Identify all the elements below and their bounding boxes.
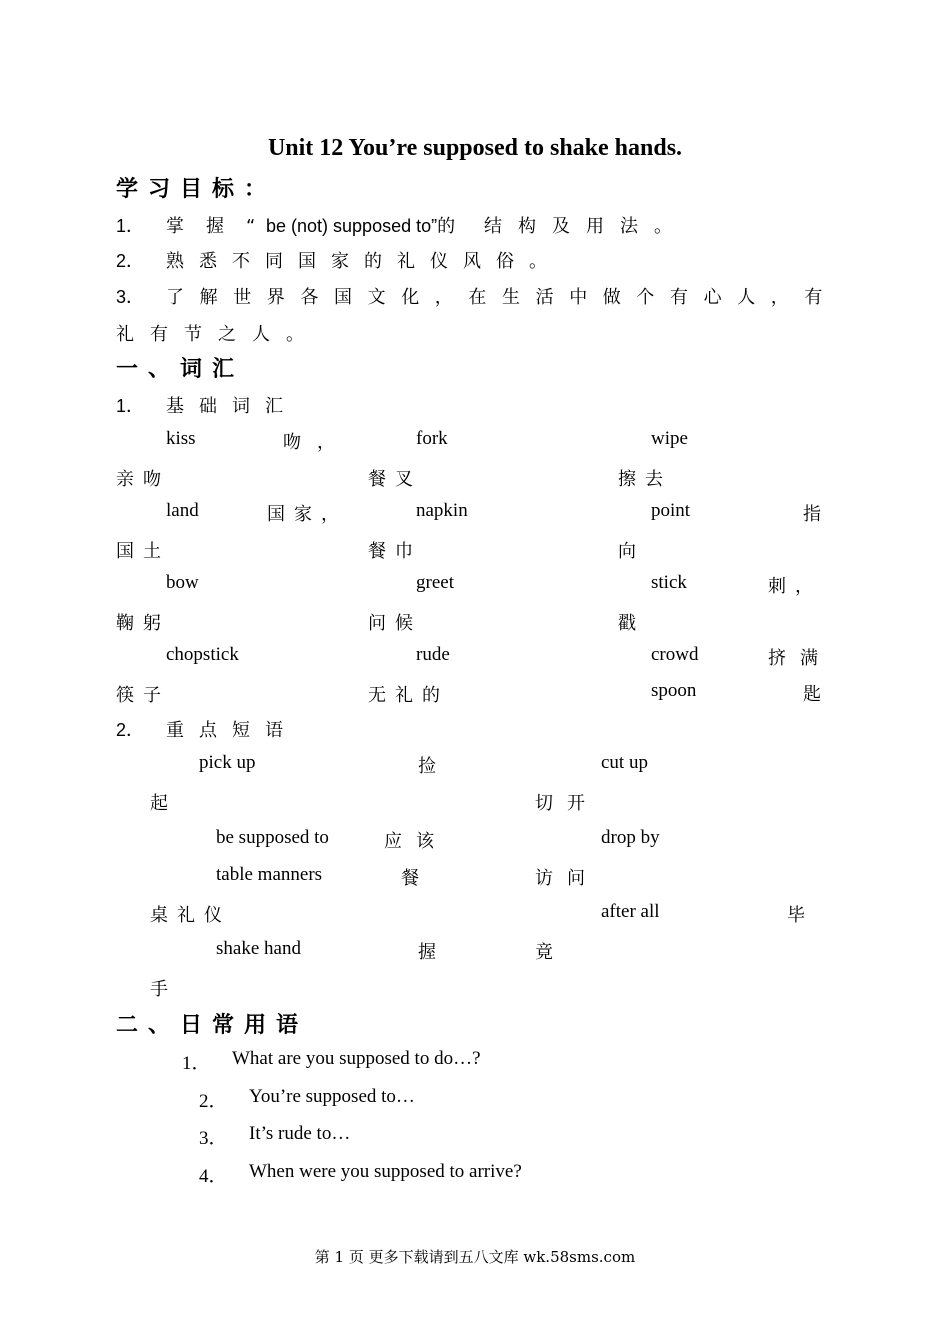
- word-spoon: spoon: [651, 680, 697, 701]
- phrase-be-supposed-to: be supposed to: [216, 827, 329, 848]
- objectives-heading: 学习目标：: [116, 177, 277, 202]
- objective-3-text-line1: 了解世界各国文化，在生活中做个有心人，有: [166, 287, 838, 308]
- expression-4: When were you supposed to arrive?: [249, 1161, 522, 1182]
- phrase-pick-up: pick up: [199, 752, 256, 773]
- word-stick-meaning-cont: 戳: [618, 613, 645, 634]
- phrase-be-supposed-to-meaning: 应该: [384, 831, 448, 852]
- phrase-cut-up-meaning: 切开: [535, 793, 599, 814]
- objective-3-text-line2: 礼有节之人。: [116, 324, 320, 345]
- word-napkin: napkin: [416, 500, 468, 521]
- phrase-table-manners: table manners: [216, 864, 323, 885]
- word-crowd: crowd: [651, 644, 699, 665]
- basic-vocab-number: 1．: [116, 396, 145, 416]
- phrases-heading: 重点短语: [166, 720, 298, 741]
- word-kiss-meaning-cont: 亲吻: [116, 469, 170, 490]
- expression-3-number: 3．: [199, 1128, 228, 1149]
- phrase-after-all-meaning: 毕: [787, 905, 814, 926]
- expression-2-number: 2．: [199, 1091, 228, 1112]
- word-stick: stick: [651, 572, 687, 593]
- section-daily-expressions-heading: 二、日常用语: [116, 1013, 309, 1038]
- basic-vocab-heading: 基础词汇: [166, 396, 298, 417]
- word-kiss-meaning-wrap: [283, 428, 453, 454]
- word-point-meaning-cont: 向: [618, 541, 645, 562]
- word-napkin-meaning: 餐巾: [368, 541, 422, 562]
- word-greet: greet: [416, 572, 454, 593]
- expression-2: You’re supposed to…: [249, 1086, 415, 1107]
- phrase-shake-hand-meaning-cont: 手: [150, 979, 177, 1000]
- word-chopstick-meaning: 筷子: [116, 685, 170, 706]
- word-stick-meaning: 刺，: [768, 576, 822, 597]
- phrase-table-manners-meaning-cont: 桌礼仪: [150, 905, 231, 926]
- word-land-meaning-cont: 国土: [116, 541, 170, 562]
- expression-1: What are you supposed to do…?: [232, 1048, 481, 1069]
- objective-1-part-a: 掌握“: [166, 216, 278, 237]
- objective-1-part-b: be (not) supposed to”的: [266, 216, 456, 236]
- phrase-pick-up-meaning: 捡: [418, 756, 445, 777]
- section-vocabulary-heading: 一、词汇: [116, 357, 245, 382]
- word-wipe: wipe: [651, 428, 688, 449]
- page-title: Unit 12 You’re supposed to shake hands.: [267, 135, 683, 161]
- word-greet-meaning: 问候: [368, 613, 422, 634]
- word-fork: fork: [416, 428, 448, 449]
- phrase-pick-up-meaning-cont: 起: [150, 793, 177, 814]
- phrase-cut-up: cut up: [601, 752, 648, 773]
- word-bow-meaning: 鞠躬: [116, 613, 170, 634]
- objective-3-number: 3．: [116, 287, 145, 307]
- word-kiss: kiss: [166, 428, 196, 449]
- word-point-meaning: 指: [803, 504, 830, 525]
- word-rude: rude: [416, 644, 450, 665]
- word-rude-meaning: 无礼的: [368, 685, 449, 706]
- word-fork-meaning: 餐叉: [368, 469, 422, 490]
- phrase-drop-by-meaning: 访问: [535, 868, 599, 889]
- expression-3: It’s rude to…: [249, 1123, 351, 1144]
- phrase-shake-hand: shake hand: [216, 938, 301, 959]
- word-chopstick: chopstick: [166, 644, 239, 665]
- objective-1-number: 1．: [116, 216, 145, 236]
- expression-4-number: 4．: [199, 1166, 228, 1187]
- objective-2-number: 2．: [116, 251, 145, 271]
- word-wipe-meaning: 擦去: [618, 469, 672, 490]
- phrase-drop-by: drop by: [601, 827, 660, 848]
- word-land-meaning: 国家，: [267, 504, 348, 525]
- word-point: point: [651, 500, 691, 521]
- word-crowd-meaning: 挤满: [768, 648, 832, 669]
- objective-2-text: 熟悉不同国家的礼仪风俗。: [166, 251, 562, 272]
- phrase-after-all: after all: [601, 901, 660, 922]
- word-kiss-meaning: 吻，: [283, 432, 351, 453]
- objective-1-part-c: 结构及用法。: [484, 216, 688, 237]
- phrase-shake-hand-meaning: 握: [418, 942, 445, 963]
- word-bow: bow: [166, 572, 199, 593]
- word-spoon-meaning: 匙: [803, 684, 830, 705]
- phrase-table-manners-meaning: 餐: [401, 868, 428, 889]
- page-footer: 第 1 页 更多下载请到五八文库 wk.58sms.com: [314, 1248, 636, 1266]
- word-land: land: [166, 500, 199, 521]
- expression-1-number: 1．: [182, 1053, 211, 1074]
- phrases-number: 2．: [116, 720, 145, 740]
- phrase-after-all-meaning-cont: 竟: [535, 942, 562, 963]
